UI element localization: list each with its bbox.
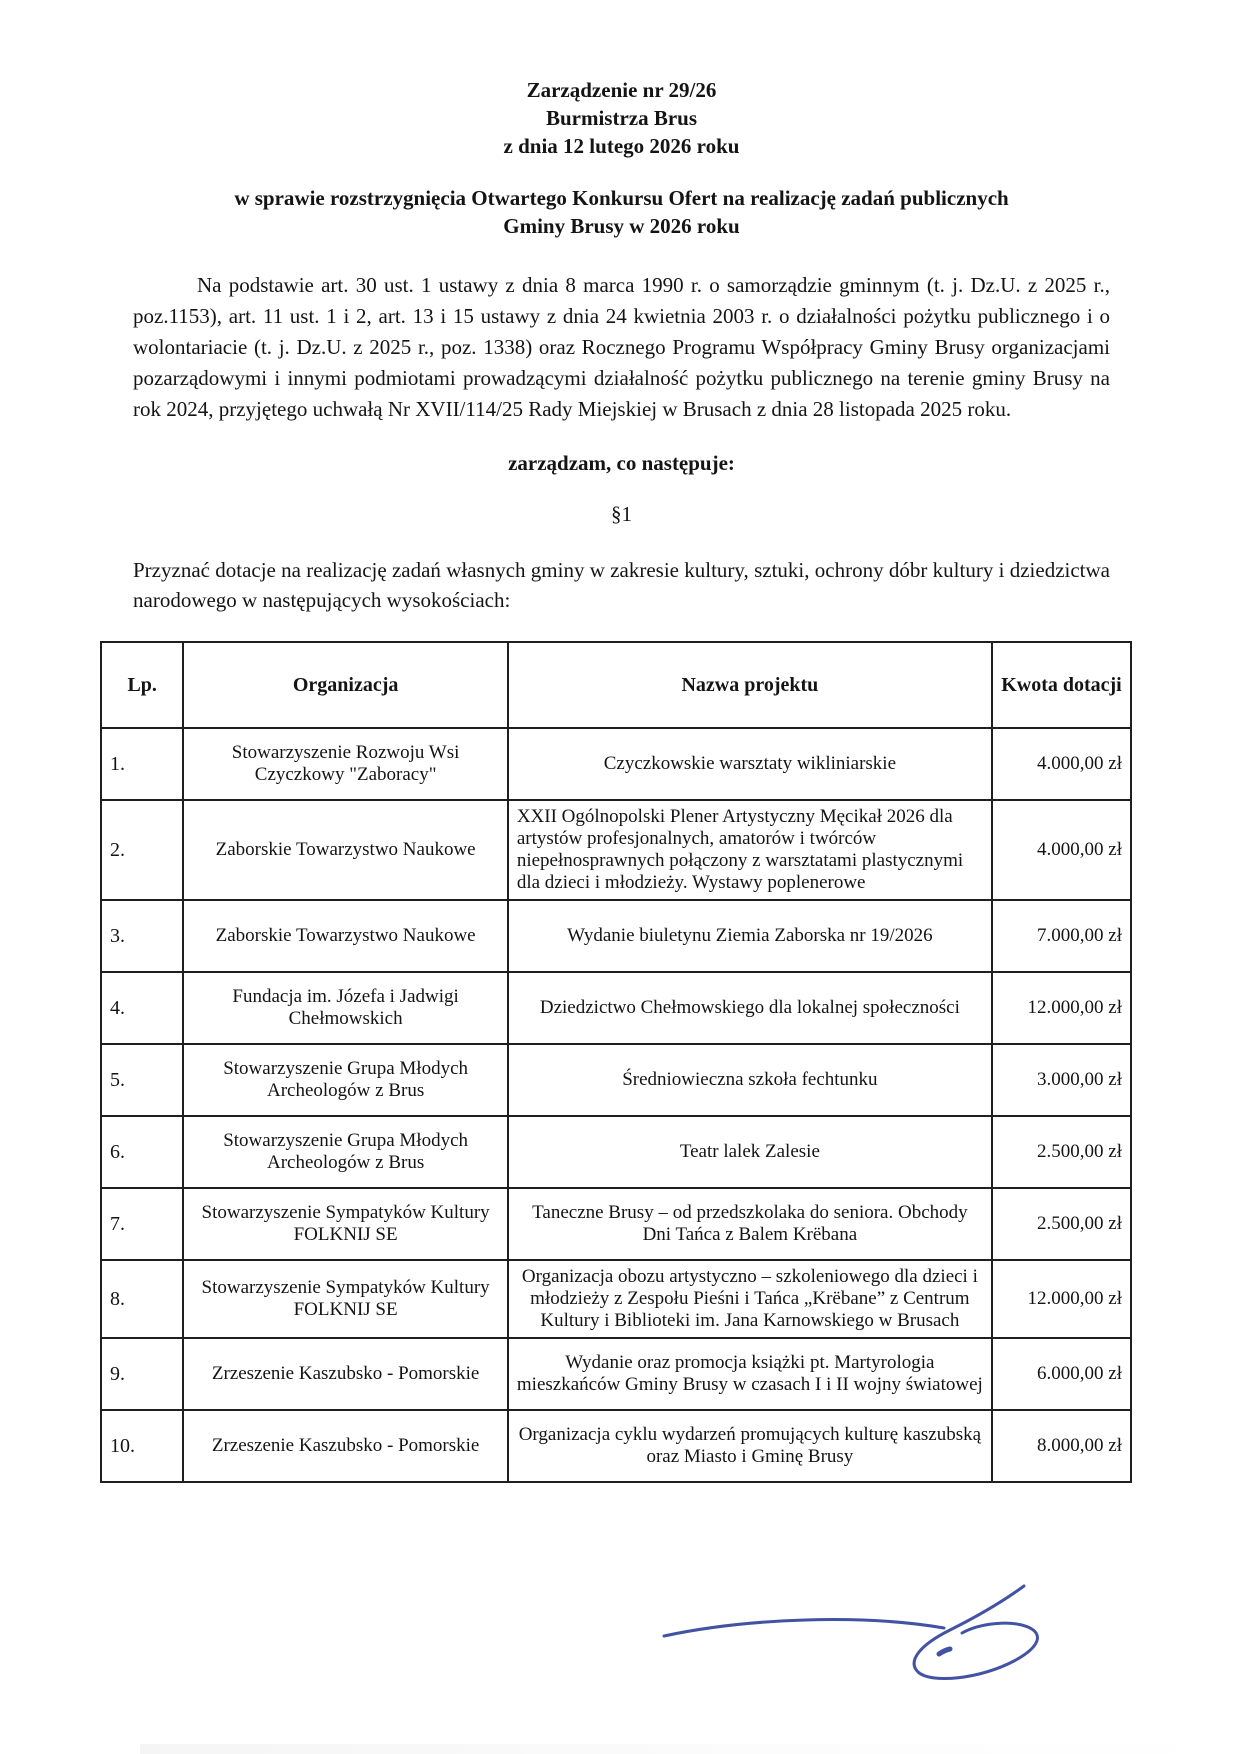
grant-intro-paragraph: Przyznać dotacje na realizację zadań własnych gminy w zakresie kultury, sztuki, ochrony dóbr kultury i dziedzictwa narodowego w następujących wysokościach: (133, 558, 1110, 612)
cell-amount: 4.000,00 zł (992, 800, 1131, 900)
cell-organization: Stowarzyszenie Sympatyków Kultury FOLKNIJ SE (183, 1260, 507, 1338)
cell-lp: 2. (101, 800, 183, 900)
cell-organization: Zaborskie Towarzystwo Naukowe (183, 800, 507, 900)
cell-amount: 12.000,00 zł (992, 1260, 1131, 1338)
cell-project: Czyczkowskie warsztaty wikliniarskie (508, 728, 992, 800)
cell-project: Organizacja obozu artystyczno – szkoleniowego dla dzieci i młodzieży z Zespołu Pieśni i Tańca „Krëbane” z Centrum Kultury i Biblioteki im. Jana Karnowskiego w Brusach (508, 1260, 992, 1338)
cell-project: Teatr lalek Zalesie (508, 1116, 992, 1188)
title-line: Zarządzenie nr 29/26 (526, 78, 717, 102)
table-row (101, 1260, 1131, 1338)
cell-project: XXII Ogólnopolski Plener Artystyczny Męcikał 2026 dla artystów profesjonalnych, amatorów i twórców niepełnosprawnych połączony z warsztatami plastycznymi dla dzieci i młodzieży. Wystawy poplenerowe (508, 800, 992, 900)
cell-lp: 8. (101, 1260, 183, 1338)
table-row (101, 800, 1131, 900)
cell-organization: Zaborskie Towarzystwo Naukowe (183, 900, 507, 972)
cell-lp: 9. (101, 1338, 183, 1410)
cell-amount: 7.000,00 zł (992, 900, 1131, 972)
document-header (133, 76, 1110, 160)
cell-project: Organizacja cyklu wydarzeń promujących kulturę kaszubską oraz Miasto i Gminę Brusy (508, 1410, 992, 1482)
signature-dot (939, 1649, 950, 1654)
table-row (101, 1116, 1131, 1188)
table-row (101, 1338, 1131, 1410)
section-mark: §1 (611, 502, 632, 526)
signature-stroke-loop (914, 1586, 1037, 1679)
cell-amount: 6.000,00 zł (992, 1338, 1131, 1410)
cell-amount: 8.000,00 zł (992, 1410, 1131, 1482)
legal-basis-paragraph: Na podstawie art. 30 ust. 1 ustawy z dnia 8 marca 1990 r. o samorządzie gminnym (t. j. Dz.U. z 2025 r., poz.1153), art. 11 ust. 1 i 2, art. 13 i 15 ustawy z dnia 24 kwietnia 2003 r. o działalności pożytku publicznego i o wolontariacie (t. j. Dz.U. z 2025 r., poz. 1338) oraz Rocznego Programu Współpracy Gminy Brusy organizacjami pozarządowymi i innymi podmiotami prowadzącymi działalność pożytku publicznego na terenie gminy Brusy na rok 2024, przyjętego uchwałą Nr XVII/114/25 Rady Miejskiej w Brusach z dnia 28 listopada 2025 roku. (133, 273, 1110, 421)
cell-organization: Stowarzyszenie Sympatyków Kultury FOLKNIJ SE (183, 1188, 507, 1260)
cell-lp: 1. (101, 728, 183, 800)
subject-block (133, 184, 1110, 240)
cell-project: Taneczne Brusy – od przedszkolaka do seniora. Obchody Dni Tańca z Balem Krëbana (508, 1188, 992, 1260)
signature-ink (628, 1562, 1052, 1686)
cell-project: Wydanie oraz promocja książki pt. Martyrologia mieszkańców Gminy Brusy w czasach I i II wojny światowej (508, 1338, 992, 1410)
cell-amount: 2.500,00 zł (992, 1116, 1131, 1188)
cell-organization: Zrzeszenie Kaszubsko - Pomorskie (183, 1338, 507, 1410)
cell-organization: Fundacja im. Józefa i Jadwigi Chełmowskich (183, 972, 507, 1044)
cell-organization: Stowarzyszenie Grupa Młodych Archeologów z Brus (183, 1116, 507, 1188)
grants-table (100, 641, 1132, 1483)
table-row (101, 728, 1131, 800)
cell-lp: 7. (101, 1188, 183, 1260)
cell-lp: 4. (101, 972, 183, 1044)
cell-lp: 6. (101, 1116, 183, 1188)
grants-table-body (101, 728, 1131, 1482)
title-line: Burmistrza Brus (545, 106, 698, 130)
title-line: z dnia 12 lutego 2026 roku (503, 134, 740, 158)
decree-clause: zarządzam, co następuje: (508, 451, 735, 475)
table-row (101, 1410, 1131, 1482)
table-row (101, 1044, 1131, 1116)
grants-table-head (101, 642, 1131, 728)
cell-project: Wydanie biuletynu Ziemia Zaborska nr 19/2026 (508, 900, 992, 972)
cell-organization: Stowarzyszenie Rozwoju Wsi Czyczkowy "Zaboracy" (183, 728, 507, 800)
cell-project: Dziedzictwo Chełmowskiego dla lokalnej społeczności (508, 972, 992, 1044)
table-row (101, 1188, 1131, 1260)
header-cell-amount: Kwota dotacji (992, 642, 1131, 728)
cell-lp: 3. (101, 900, 183, 972)
table-row (101, 900, 1131, 972)
cell-amount: 3.000,00 zł (992, 1044, 1131, 1116)
cell-amount: 2.500,00 zł (992, 1188, 1131, 1260)
cell-project: Średniowieczna szkoła fechtunku (508, 1044, 992, 1116)
scan-edge-artifact (140, 1744, 1240, 1754)
table-header-row (101, 642, 1131, 728)
cell-organization: Zrzeszenie Kaszubsko - Pomorskie (183, 1410, 507, 1482)
header-cell-project: Nazwa projektu (508, 642, 992, 728)
cell-lp: 10. (101, 1410, 183, 1482)
subject-line: w sprawie rozstrzygnięcia Otwartego Konkursu Ofert na realizację zadań publicznych (234, 186, 1009, 210)
table-row (101, 972, 1131, 1044)
cell-lp: 5. (101, 1044, 183, 1116)
subject-line: Gminy Brusy w 2026 roku (503, 214, 740, 238)
signature-stroke-baseline (664, 1620, 944, 1636)
cell-amount: 4.000,00 zł (992, 728, 1131, 800)
cell-amount: 12.000,00 zł (992, 972, 1131, 1044)
header-cell-lp: Lp. (101, 642, 183, 728)
header-cell-organization: Organizacja (183, 642, 507, 728)
cell-organization: Stowarzyszenie Grupa Młodych Archeologów z Brus (183, 1044, 507, 1116)
